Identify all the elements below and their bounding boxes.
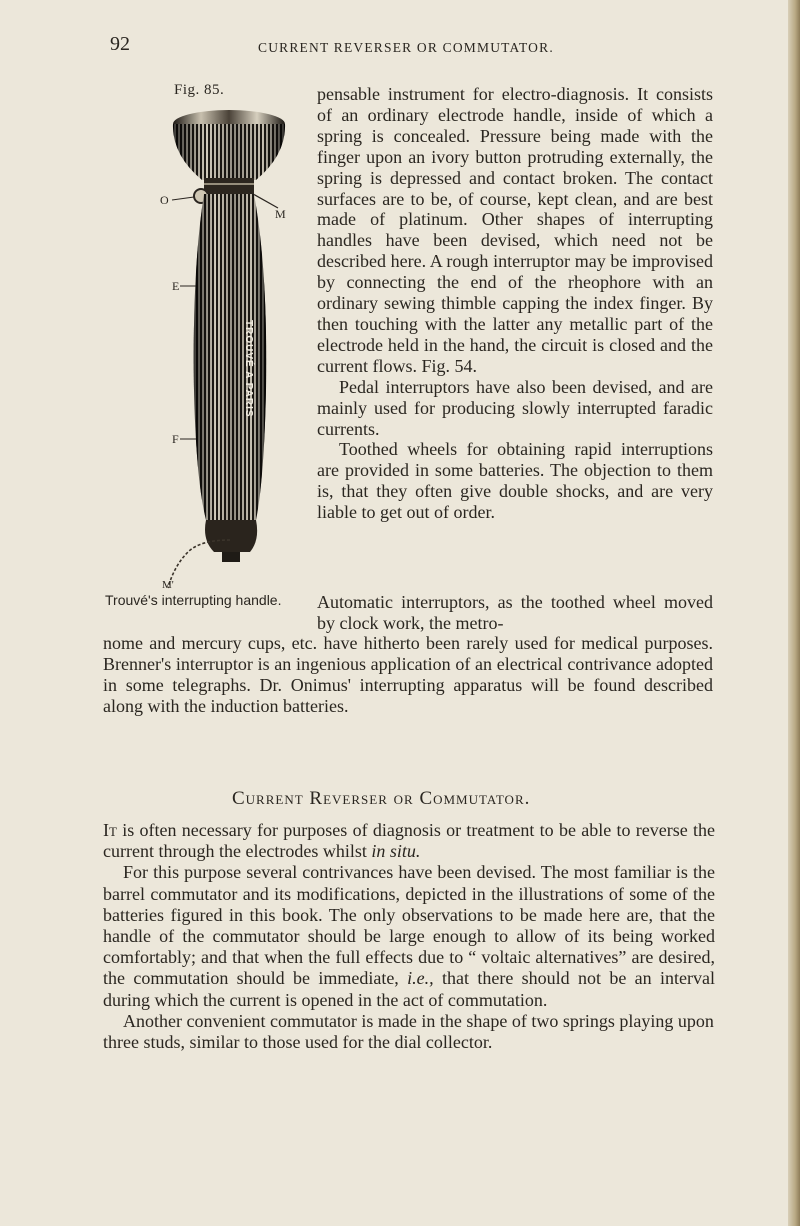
side-paragraph-2: Pedal interruptors have also been devised, and are mainly used for producing slowly interrupted faradic currents. [317, 376, 713, 439]
section-paragraph-3: Another convenient commutator is made in the shape of two springs playing upon three studs, similar to those used for the dial collector. [103, 1010, 714, 1053]
label-M-prime: M' [162, 579, 174, 590]
side-paragraph-1: pensable instrument for electro-diagnosis. It consists of an ordinary electrode handle, inside of which a spring is concealed. Pressure being made with the finger upon an ivory button protruding externally, the spring is depressed and contact broken. The contact surfaces are to be, of course, kept clean, and are best made of platinum. Other shapes of interrupting handles have been devised, which need not be described here. A rough interruptor may be improvised by connecting the end of the rheophore with an ordinary sewing thimble capping the index finger. By then touching with the latter any metallic part of the electrode held in the hand, the circuit is closed and the current flows. Fig. 54. [317, 84, 713, 376]
running-title: CURRENT REVERSER OR COMMUTATOR. [258, 40, 554, 55]
figure-illustration [160, 100, 310, 590]
continuation-paragraph: nome and mercury cups, etc. have hitherto been rarely used for medical purposes. Brenner's interruptor is an ingenious application of an electrical contrivance adopted in some telegraphs. Dr. Onimus' interrupting apparatus will be found described along with the induction batteries. [103, 633, 713, 716]
label-E: E [172, 279, 180, 293]
section-body [103, 820, 715, 1053]
section-heading: Current Reverser or Commutator. [232, 788, 531, 809]
section-paragraph-2 [103, 862, 715, 1010]
handle-ferrule [205, 520, 257, 552]
label-M: M [275, 207, 286, 221]
label-O: O [160, 193, 169, 207]
italic-ie: i.e., [407, 968, 434, 989]
paragraph-2-text: For this purpose several contrivances have been devised. The most familiar is the barrel commutator and its modifications, depicted in the illustrations of some of the batteries figured in this book. The only observations to be made here are, that the handle of the commutator should be large enough to allow of its being worked comfortably; and that when the full effects due to “ voltaic alternatives” are desired, the commutation should be immediate, [103, 862, 715, 989]
paragraph-1-text: is often necessary for purposes of diagnosis or treatment to be able to reverse the current through the electrodes whilst [103, 820, 715, 862]
paragraph-2-end: that there should not be an interval during which the current is opened in the act of commutation. [103, 968, 715, 1010]
handle-collar [204, 178, 254, 194]
label-F: F [172, 432, 179, 446]
figure-label: Fig. 85. [174, 82, 225, 98]
continuation-first-line: Automatic interruptors, as the toothed wheel moved by clock work, the metro- [317, 592, 713, 633]
page-number: 92 [110, 33, 130, 55]
figure-caption: Trouvé's interrupting handle. [105, 592, 282, 608]
section-paragraph-1 [103, 820, 715, 862]
side-text-block [317, 84, 713, 523]
italic-in-situ: in situ. [371, 841, 421, 862]
handle-inscription: TROUVÉ A PARIS [243, 320, 254, 418]
side-paragraph-3: Toothed wheels for obtaining rapid interruptions are provided in some batteries. The objection to them is, that they often give double shocks, and are very liable to get out of order. [317, 439, 713, 523]
page-edge [788, 0, 800, 1226]
interrupting-handle-drawing [160, 100, 310, 590]
drop-word: It [103, 820, 117, 840]
